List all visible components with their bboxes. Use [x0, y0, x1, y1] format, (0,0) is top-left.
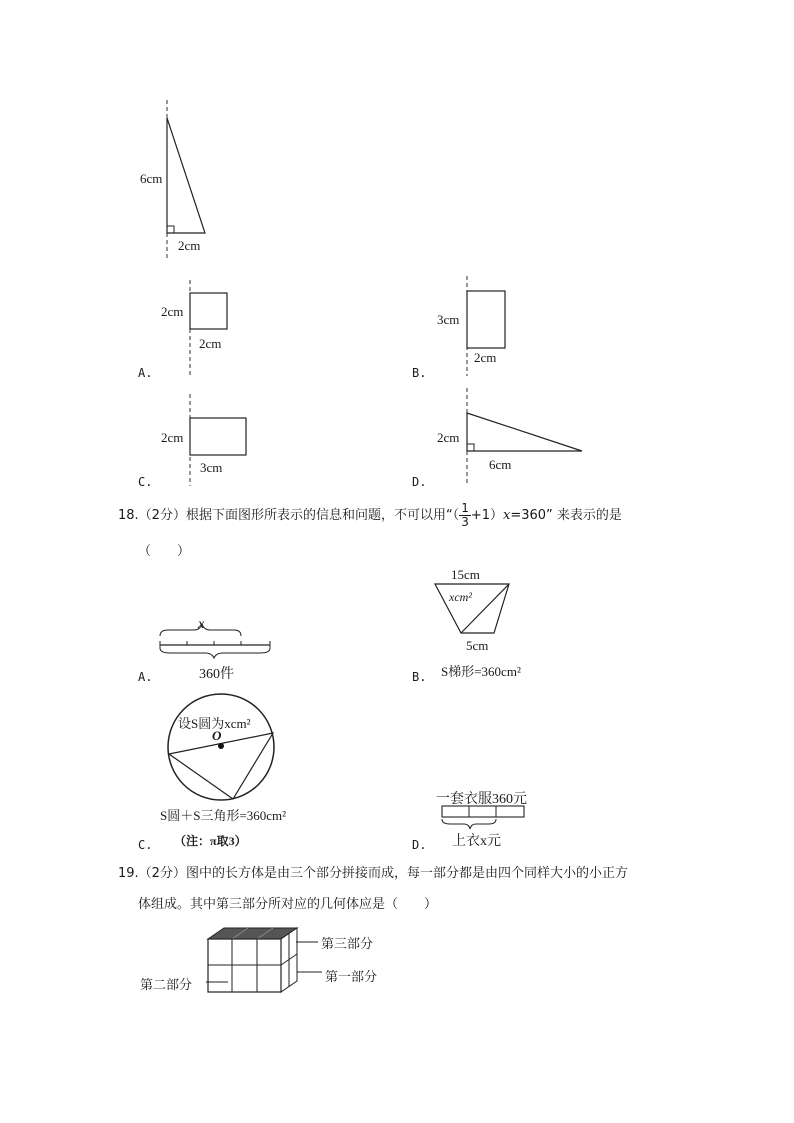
triangle-shape [167, 118, 205, 233]
q18-c-center-label: O [212, 728, 222, 743]
q19-stem-line1: 19.（2分）图中的长方体是由三个部分拼接而成，每一部分都是由四个同样大小的小正方 [118, 866, 628, 881]
q17-option-a-letter[interactable]: A. [138, 366, 153, 380]
q18-c-caption: S圆＋S三角形=360cm² [160, 808, 287, 823]
q17-option-d-letter[interactable]: D. [412, 475, 427, 489]
q18-stem-suffix: =360” 来表示的是 [510, 508, 622, 523]
q17-main-height-label: 6cm [140, 171, 163, 186]
q18-stem [118, 502, 622, 529]
q18-option-c-letter[interactable]: C. [138, 838, 153, 852]
trapezoid-shape [435, 584, 509, 633]
q17-option-d-figure [457, 388, 587, 486]
q19-part2-label: 第二部分 [140, 978, 193, 993]
q17-c-base-label: 3cm [200, 460, 223, 475]
rectangle-shape [190, 418, 246, 455]
q18-stem-prefix: 18.（2分）根据下面图形所表示的信息和问题，不可以用“（ [118, 508, 460, 523]
q18-option-b-letter[interactable]: B. [412, 670, 427, 684]
bottom-brace [160, 648, 270, 658]
q18-b-bottom-label: 5cm [466, 638, 489, 653]
q18-fraction-numerator: 1 [461, 501, 469, 515]
rectangle-shape [467, 291, 505, 348]
right-angle-mark [167, 226, 174, 233]
q18-option-b-figure [428, 578, 528, 638]
q18-option-c-figure [163, 690, 285, 802]
q17-option-c-letter[interactable]: C. [138, 475, 153, 489]
q18-b-caption: S梯形=360cm² [441, 664, 521, 679]
q18-c-note: （注：π取3） [174, 834, 247, 848]
q17-d-height-label: 2cm [437, 430, 460, 445]
q18-answer-blank[interactable]: （ ） [138, 544, 191, 559]
q19-leader-lines [200, 930, 330, 990]
brace [442, 819, 496, 829]
triangle-shape [467, 413, 582, 451]
q18-d-bottom-label: 上衣x元 [452, 834, 501, 849]
q18-option-d-letter[interactable]: D. [412, 838, 427, 852]
q18-a-bottom-label: 360件 [199, 667, 234, 682]
q18-option-a-letter[interactable]: A. [138, 670, 153, 684]
q17-b-height-label: 3cm [437, 312, 460, 327]
q18-a-top-label: x [198, 617, 205, 632]
q17-a-height-label: 2cm [161, 304, 184, 319]
q18-stem-middle: +1） [470, 508, 503, 523]
bar-shape [442, 806, 524, 817]
q18-variable: x [503, 508, 511, 523]
q18-option-a-figure [150, 615, 280, 665]
q19-part3-label: 第三部分 [321, 937, 374, 952]
q19-stem-line2: 体组成。其中第三部分所对应的几何体应是（ ） [138, 897, 438, 912]
q17-b-base-label: 2cm [474, 350, 497, 365]
right-angle-mark [467, 444, 474, 451]
q18-fraction-denominator: 3 [461, 515, 469, 529]
square-shape [190, 293, 227, 329]
q17-a-base-label: 2cm [199, 336, 222, 351]
q18-d-top-label: 一套衣服360元 [436, 792, 527, 807]
q19-part1-label: 第一部分 [325, 970, 378, 985]
q18-c-inner-label: 设S圆为xcm² [178, 716, 251, 731]
q18-b-top-label: 15cm [451, 567, 480, 582]
q17-c-height-label: 2cm [161, 430, 184, 445]
q17-main-base-label: 2cm [178, 238, 201, 253]
q17-d-base-label: 6cm [489, 457, 512, 472]
q18-fraction [459, 502, 471, 529]
q17-option-a-figure [180, 280, 240, 375]
q17-option-b-letter[interactable]: B. [412, 366, 427, 380]
q18-b-area-label: xcm² [449, 590, 472, 604]
